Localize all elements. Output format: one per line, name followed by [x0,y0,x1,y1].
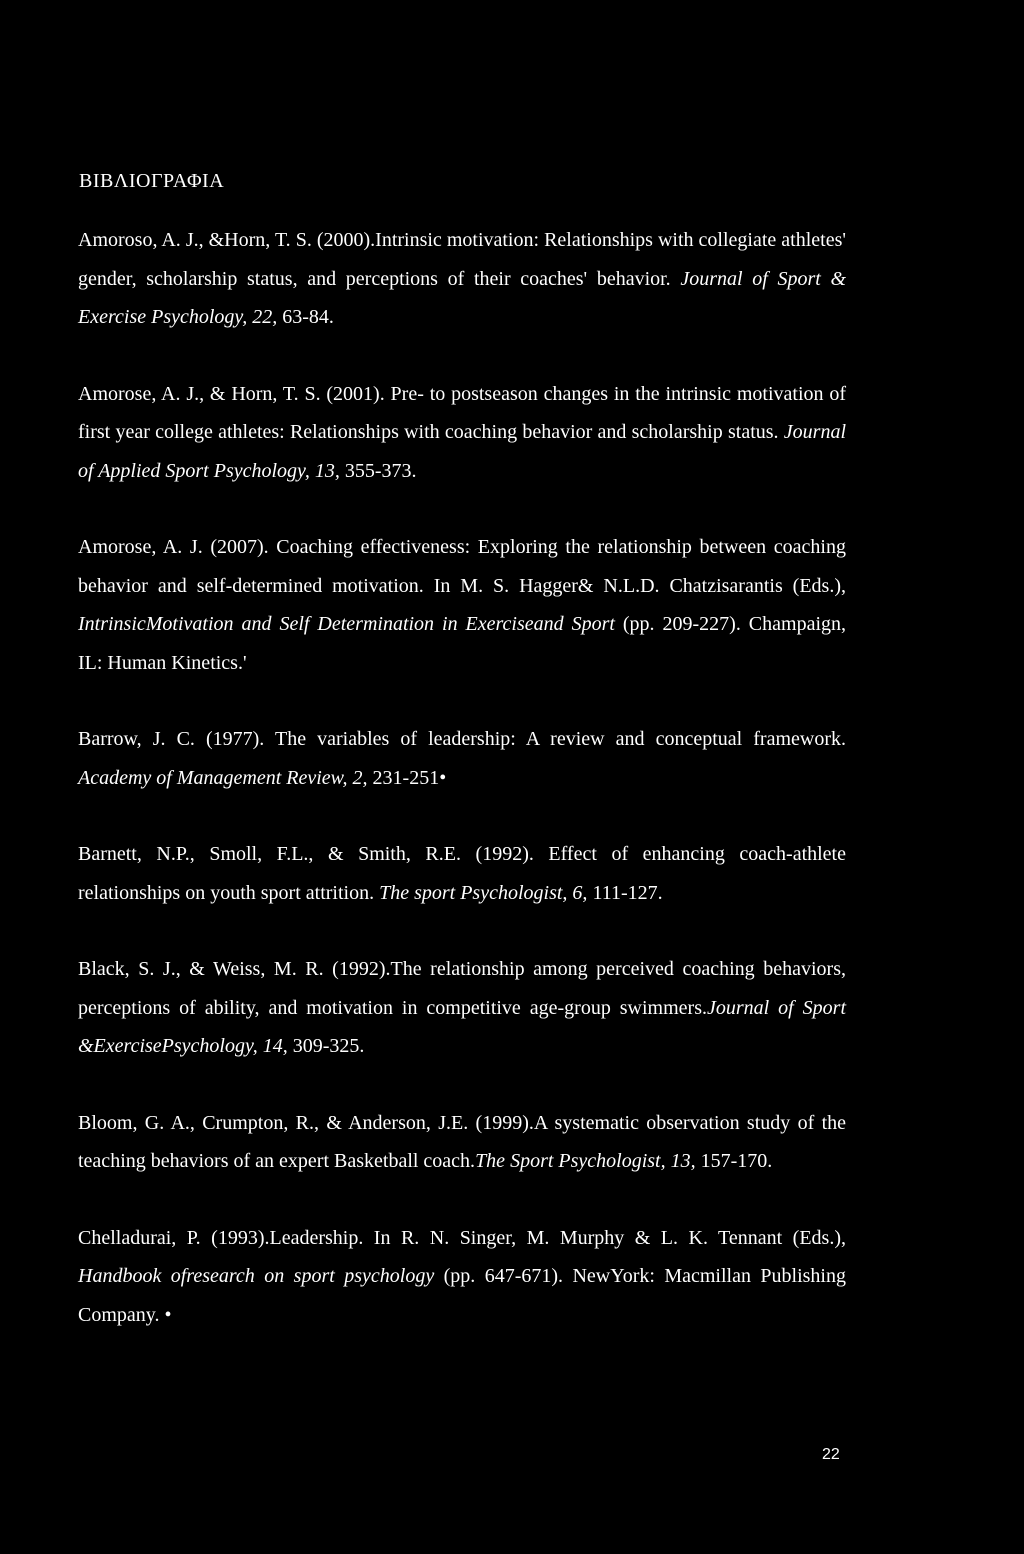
bibliography-heading: ΒΙΒΛΙΟΓΡΑΦΙΑ [79,170,225,192]
reference-text: Amorose, A. J., & Horn, T. S. (2001). Pre- to postseason changes in the intrinsic motivation of first year college athletes: Relationships with coaching behavior and scholarship status. [78,382,846,443]
reference-source: The Sport Psychologist, 13, [475,1150,696,1172]
reference-text: Bloom, G. A., Crumpton, R., & Anderson, J.E. (1999).A systematic observation study of the teaching behaviors of an expert Basketball coach. [78,1111,846,1172]
reference-pages: (pp. 647-671). NewYork: Macmillan Publishing Company. • [78,1265,846,1326]
reference-pages: (pp. 209-227). Champaign, IL: Human Kinetics.' [78,613,847,674]
reference-entry [78,720,846,797]
reference-source: IntrinsicMotivation and Self Determination in Exerciseand Sport [78,613,615,635]
reference-text: Amorose, A. J. (2007). Coaching effectiveness: Exploring the relationship between coaching behavior and self-determined motivation. In M. S. Hagger& N.L.D. Chatzisarantis (Eds.), [78,536,846,597]
reference-pages: 309-325. [287,1035,365,1057]
reference-text: Barrow, J. C. (1977). The variables of leadership: A review and conceptual framework. [78,728,846,750]
reference-text: Barnett, N.P., Smoll, F.L., & Smith, R.E. (1992). Effect of enhancing coach-athlete relationships on youth sport attrition. [78,843,846,904]
reference-source: The sport Psychologist, 6, [379,881,588,904]
reference-pages: 157-170. [695,1150,773,1172]
reference-pages: 63-84. [277,306,334,328]
reference-text: Amoroso, A. J., &Horn, T. S. (2000).Intrinsic motivation: Relationships with collegiate athletes' gender, scholarship status, and perceptions of their coaches' behavior. [78,229,846,290]
reference-entry [78,950,846,1066]
reference-source: Journal of Sport & Exercise Psychology, 22, [78,267,846,328]
reference-entry [78,375,846,491]
reference-list [78,221,846,1372]
reference-entry [78,1104,846,1181]
reference-source: Journal of Sport &ExercisePsychology, 14, [78,996,846,1057]
reference-pages: 355-373. [339,459,417,482]
reference-entry [78,835,846,912]
reference-pages: 231-251• [367,766,447,789]
reference-entry [78,221,846,337]
reference-source: Academy of Management Review, 2, [78,766,368,789]
page-number: 22 [822,1446,840,1463]
reference-text: Black, S. J., & Weiss, M. R. (1992).The relationship among perceived coaching behaviors, perceptions of ability, and motivation in competitive age-group swimmers. [78,958,846,1019]
reference-source: Journal of Applied Sport Psychology, 13, [78,421,846,482]
reference-entry [78,1219,846,1335]
reference-source: Handbook ofresearch on sport psychology [78,1265,435,1287]
reference-text: Chelladurai, P. (1993).Leadership. In R. N. Singer, M. Murphy & L. K. Tennant (Eds.), [78,1226,846,1249]
reference-entry [78,528,846,682]
reference-pages: 111-127. [587,881,663,904]
